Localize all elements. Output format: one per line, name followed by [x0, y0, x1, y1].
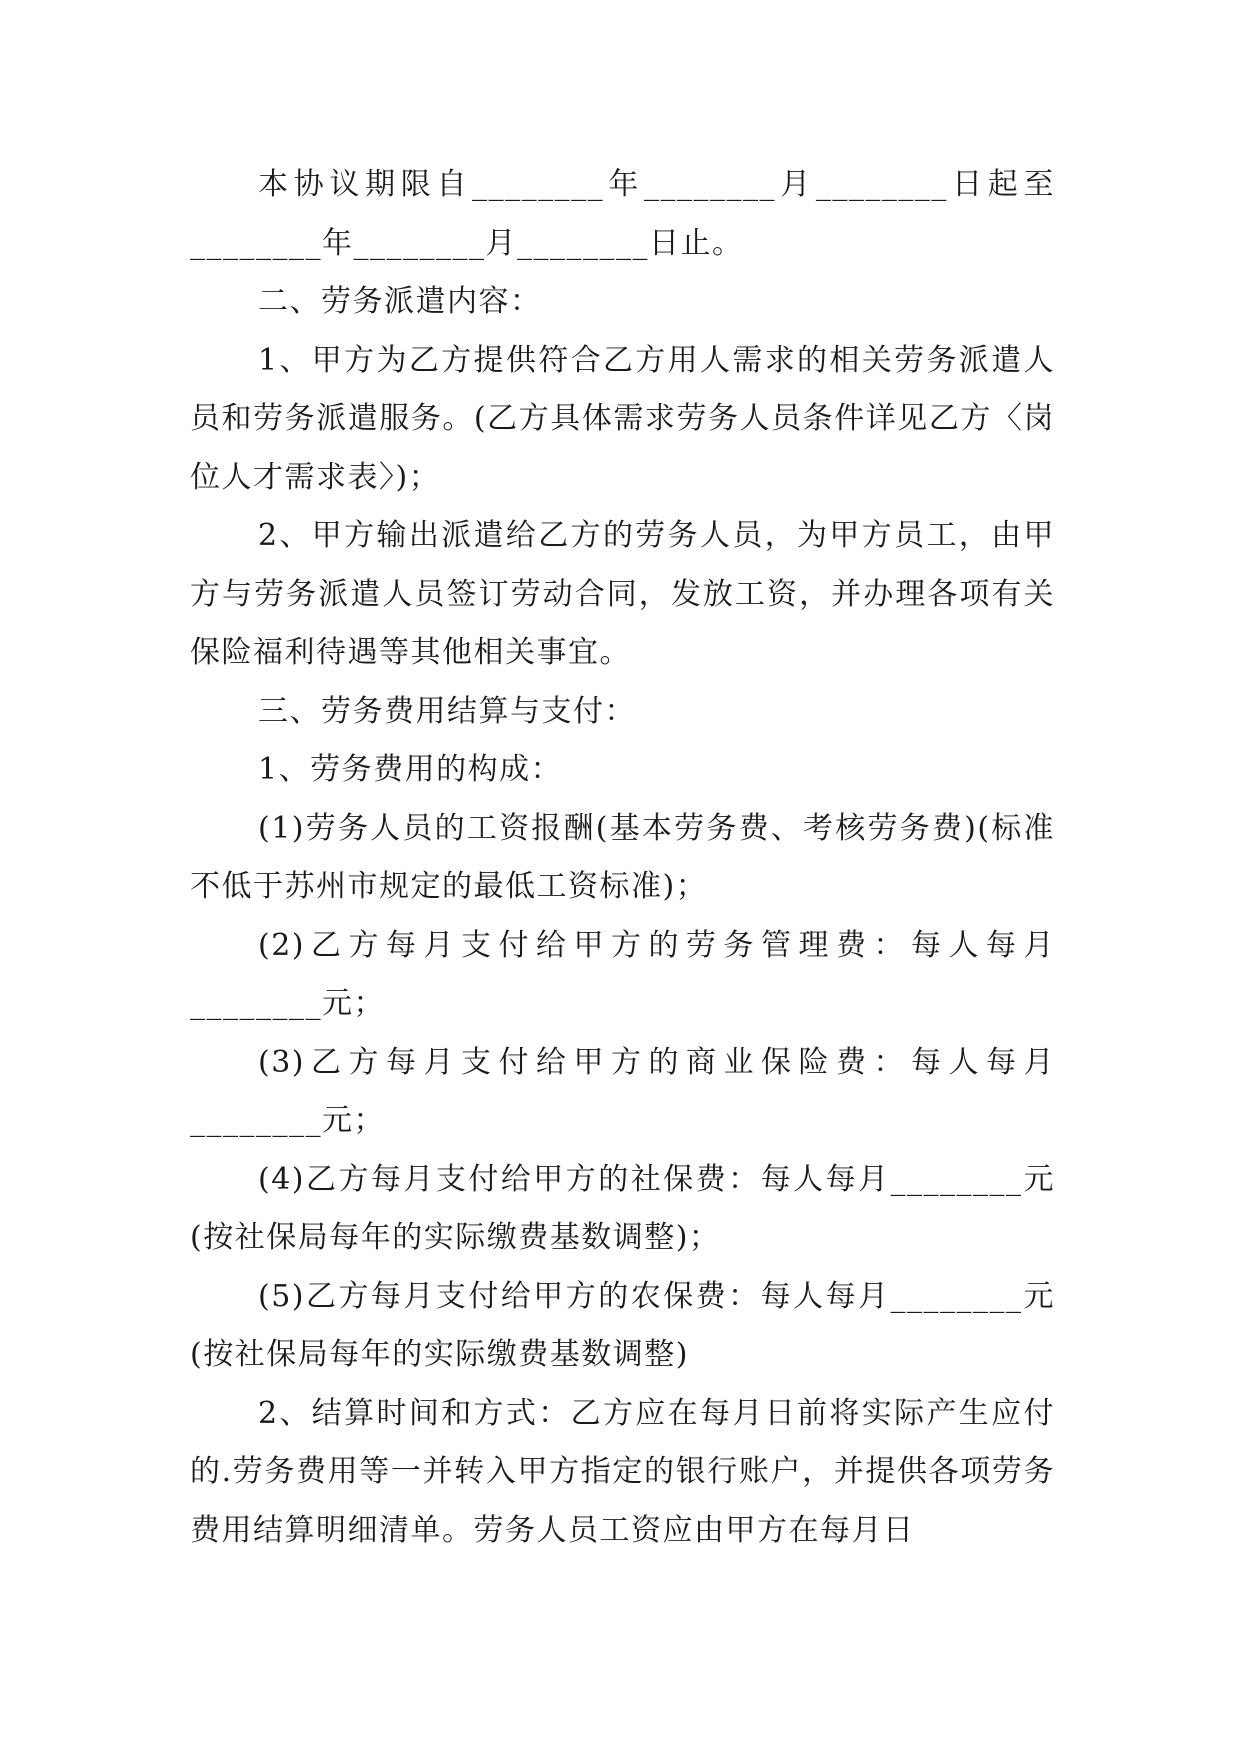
paragraph-dispatch-1: 1、甲方为乙方提供符合乙方用人需求的相关劳务派遣人员和劳务派遣服务。(乙方具体需求劳务人员条件详见乙方〈岗位人才需求表〉)；	[190, 342, 1055, 495]
paragraph-fee-composition: 1、劳务费用的构成：	[258, 752, 563, 787]
paragraph-fee-item-2: (2)乙方每月支付给甲方的劳务管理费：每人每月________元；	[190, 927, 1055, 1021]
paragraph-fee-item-1: (1)劳务人员的工资报酬(基本劳务费、考核劳务费)(标准不低于苏州市规定的最低工资标准)；	[190, 810, 1055, 904]
paragraph-settlement-time: 2、结算时间和方式：乙方应在每月日前将实际产生应付的.劳务费用等一并转入甲方指定的银行账户，并提供各项劳务费用结算明细清单。劳务人员工资应由甲方在每月日	[190, 1395, 1055, 1548]
paragraph-dispatch-2: 2、甲方输出派遣给乙方的劳务人员，为甲方员工，由甲方与劳务派遣人员签订劳动合同，发放工资，并办理各项有关保险福利待遇等其他相关事宜。	[190, 518, 1055, 670]
paragraph-fee-item-3: (3)乙方每月支付给甲方的商业保险费：每人每月________元；	[190, 1044, 1055, 1138]
paragraph-fee-item-5: (5)乙方每月支付给甲方的农保费：每人每月________元(按社保局每年的实际缴费基数调整)	[190, 1278, 1055, 1372]
heading-fee-settlement: 三、劳务费用结算与支付：	[258, 693, 636, 729]
paragraph-fee-item-4: (4)乙方每月支付给甲方的社保费：每人每月________元(按社保局每年的实际缴费基数调整)；	[190, 1161, 1055, 1255]
paragraph-term-period: 本协议期限自________年________月________日起至________年________月________日止。	[190, 167, 1055, 261]
heading-dispatch-content: 二、劳务派遣内容：	[258, 284, 542, 319]
document-body	[190, 156, 1055, 1560]
